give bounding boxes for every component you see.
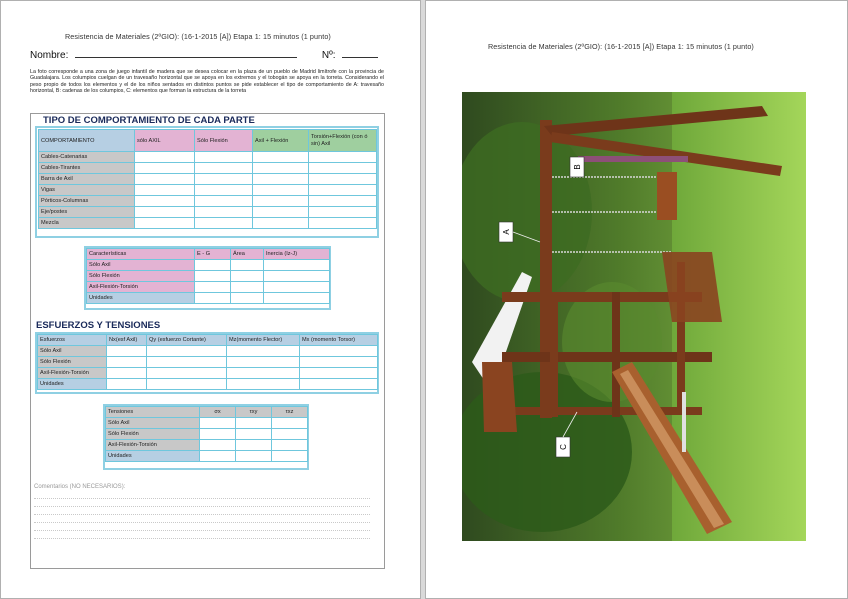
answer-cell[interactable] (253, 152, 309, 163)
answer-cell[interactable] (300, 357, 378, 368)
header-solo-axil: sólo AXIL (135, 130, 195, 152)
header-sigma-x: σx (200, 407, 236, 418)
answer-cell[interactable] (195, 174, 253, 185)
row-label: Sólo Axil (87, 260, 195, 271)
tower-post (550, 292, 558, 417)
answer-cell[interactable] (236, 429, 272, 440)
answer-cell[interactable] (236, 418, 272, 429)
header-comportamiento: COMPORTAMIENTO (39, 130, 135, 152)
answer-cell[interactable] (135, 185, 195, 196)
page-header: Resistencia de Materiales (2ºGIO): (16-1-2015 [A]) Etapa 1: 15 minutos (1 punto) (488, 42, 754, 51)
answer-cell[interactable] (107, 357, 147, 368)
swing-seat (657, 172, 677, 220)
answer-cell[interactable] (200, 418, 236, 429)
answer-cell[interactable] (309, 218, 377, 229)
answer-cell[interactable] (264, 271, 330, 282)
answer-cell[interactable] (309, 174, 377, 185)
comment-line[interactable] (34, 530, 370, 531)
answer-cell[interactable] (195, 196, 253, 207)
row-label: Sólo Flexión (38, 357, 107, 368)
answer-cell[interactable] (135, 163, 195, 174)
tower-ladder (682, 392, 686, 452)
answer-cell[interactable] (200, 440, 236, 451)
answer-cell[interactable] (195, 207, 253, 218)
row-label: Sólo Flexión (106, 429, 200, 440)
answer-cell[interactable] (300, 368, 378, 379)
answer-cell[interactable] (227, 368, 300, 379)
table-row (87, 260, 330, 271)
comment-line[interactable] (34, 522, 370, 523)
header-tensiones: Tensiones (106, 407, 200, 418)
answer-cell[interactable] (195, 163, 253, 174)
answer-cell[interactable] (309, 152, 377, 163)
problem-statement: La foto corresponde a una zona de juego infantil de madera que se desea colocar en la plaza de un pueblo de Madrid limítrofe con la provincia de Guadalajara. Los columpios cuelgan de un travesaño horizontal que se apoya en los extremos y el tobogán se apoya en la torreta. Considerando el peso propio de todos los elementos y el de los niños sentados en distintos puntos se pide establecer el tipo de comportamiento de A: travesaño horizontal, B: cadenas de los columpios, C: elementos que forman la estructura de la torreta (30, 69, 384, 95)
answer-cell[interactable] (236, 451, 272, 462)
row-label: Unidades (106, 451, 200, 462)
header-qy: Qy (esfuerzo Cortante) (147, 335, 227, 346)
name-label: Nombre: (30, 50, 69, 61)
header-torsion-flexion: Torsión+Flexión (con ó sin) Axil (309, 130, 377, 152)
table-row (106, 440, 308, 451)
row-label: Unidades (87, 293, 195, 304)
answer-cell[interactable] (135, 152, 195, 163)
table-row (106, 451, 308, 462)
table-row (38, 357, 378, 368)
row-label: Cables-Tirantes (39, 163, 135, 174)
header-caracteristicas: Características (87, 249, 195, 260)
section-behaviour-title: TIPO DE COMPORTAMIENTO DE CADA PARTE (43, 115, 255, 126)
tower-roof-back (662, 252, 722, 322)
page-header: Resistencia de Materiales (2ºGIO): (16-1-2015 [A]) Etapa 1: 15 minutos (1 punto) (65, 32, 331, 41)
answer-cell[interactable] (309, 163, 377, 174)
header-tau-xz: τxz (272, 407, 308, 418)
answer-cell[interactable] (236, 440, 272, 451)
answer-cell[interactable] (135, 174, 195, 185)
label-a: A (502, 229, 511, 235)
answer-cell[interactable] (135, 207, 195, 218)
answer-cell[interactable] (147, 357, 227, 368)
answer-cell[interactable] (200, 451, 236, 462)
comment-line[interactable] (34, 538, 370, 539)
header-axil-flexion: Axil + Flexión (253, 130, 309, 152)
tower-side (482, 362, 517, 432)
answer-cell[interactable] (272, 451, 308, 462)
tension-table (105, 406, 308, 462)
exam-page-2 (425, 0, 848, 599)
row-label: Barra de Axil (39, 174, 135, 185)
answer-cell[interactable] (253, 174, 309, 185)
answer-cell[interactable] (231, 293, 264, 304)
row-label: Vigas (39, 185, 135, 196)
row-label: Axil-Flexión-Torsión (87, 282, 195, 293)
table-row (38, 368, 378, 379)
answer-cell[interactable] (195, 282, 231, 293)
answer-cell[interactable] (135, 218, 195, 229)
answer-cell[interactable] (253, 207, 309, 218)
answer-cell[interactable] (107, 368, 147, 379)
answer-cell[interactable] (272, 440, 308, 451)
comment-line[interactable] (34, 506, 370, 507)
table-row (39, 174, 377, 185)
number-label: Nº: (321, 50, 336, 61)
label-b: B (573, 164, 582, 170)
answer-cell[interactable] (300, 346, 378, 357)
answer-cell[interactable] (309, 196, 377, 207)
table-row (87, 293, 330, 304)
row-label: Unidades (38, 379, 107, 390)
table-row (38, 346, 378, 357)
answer-cell[interactable] (253, 196, 309, 207)
tower-post (612, 292, 620, 417)
table-row (39, 152, 377, 163)
answer-cell[interactable] (264, 260, 330, 271)
table-row (38, 379, 378, 390)
answer-cell[interactable] (227, 346, 300, 357)
name-field[interactable] (75, 49, 297, 58)
row-label: Eje/postes (39, 207, 135, 218)
answer-cell[interactable] (135, 196, 195, 207)
answer-cell[interactable] (195, 271, 231, 282)
answer-cell[interactable] (264, 282, 330, 293)
header-tau-xy: τxy (236, 407, 272, 418)
playground-photo (462, 92, 806, 541)
answer-cell[interactable] (195, 260, 231, 271)
header-nx: Nx(esf Axil) (107, 335, 147, 346)
row-label: Sólo Axil (38, 346, 107, 357)
table-row (106, 418, 308, 429)
answer-cell[interactable] (195, 152, 253, 163)
table-row (106, 429, 308, 440)
header-solo-flexion: Sólo Flexión (195, 130, 253, 152)
header-inercia: Inercia (Iz-J) (264, 249, 330, 260)
label-c: C (559, 444, 568, 450)
row-label: Axil-Flexión-Torsión (38, 368, 107, 379)
answer-cell[interactable] (195, 293, 231, 304)
comment-line[interactable] (34, 514, 370, 515)
table-row (39, 185, 377, 196)
answer-cell[interactable] (227, 379, 300, 390)
section-forces-title: ESFUERZOS Y TENSIONES (36, 320, 161, 331)
row-label: Cables-Catenarias (39, 152, 135, 163)
number-field[interactable] (342, 49, 378, 58)
swing-brace (578, 156, 688, 162)
forces-table (37, 334, 378, 390)
answer-cell[interactable] (300, 379, 378, 390)
header-area: Área (231, 249, 264, 260)
exam-page-1 (0, 0, 421, 599)
table-row (39, 163, 377, 174)
answer-cell[interactable] (227, 357, 300, 368)
table-row (87, 282, 330, 293)
table-row (39, 196, 377, 207)
row-label: Axil-Flexión-Torsión (106, 440, 200, 451)
table-row (87, 271, 330, 282)
header-esfuerzos: Esfuerzos (38, 335, 107, 346)
name-row (30, 49, 385, 61)
row-label: Mezcla (39, 218, 135, 229)
answer-cell[interactable] (272, 418, 308, 429)
answer-cell[interactable] (195, 185, 253, 196)
answer-cell[interactable] (147, 379, 227, 390)
answer-cell[interactable] (107, 379, 147, 390)
row-label: Sólo Axil (106, 418, 200, 429)
answer-cell[interactable] (264, 293, 330, 304)
answer-cell[interactable] (200, 429, 236, 440)
answer-cell[interactable] (253, 218, 309, 229)
answer-cell[interactable] (309, 207, 377, 218)
comment-line[interactable] (34, 498, 370, 499)
behaviour-table (38, 129, 377, 229)
comments-label: Comentarios (NO NECESARIOS): (34, 484, 126, 490)
header-e-g: E - G (195, 249, 231, 260)
answer-cell[interactable] (231, 260, 264, 271)
answer-cell[interactable] (147, 368, 227, 379)
header-mx: Mx (momento Torsor) (300, 335, 378, 346)
answer-cell[interactable] (231, 282, 264, 293)
table-row (39, 218, 377, 229)
answer-cell[interactable] (253, 185, 309, 196)
table-row (39, 207, 377, 218)
header-mz: Mz(momento Flector) (227, 335, 300, 346)
tower-beam (502, 407, 702, 415)
answer-cell[interactable] (195, 218, 253, 229)
row-label: Pórticos-Columnas (39, 196, 135, 207)
answer-cell[interactable] (147, 346, 227, 357)
properties-table (86, 248, 330, 304)
answer-cell[interactable] (272, 429, 308, 440)
answer-cell[interactable] (231, 271, 264, 282)
row-label: Sólo Flexión (87, 271, 195, 282)
answer-cell[interactable] (107, 346, 147, 357)
answer-cell[interactable] (253, 163, 309, 174)
answer-cell[interactable] (309, 185, 377, 196)
